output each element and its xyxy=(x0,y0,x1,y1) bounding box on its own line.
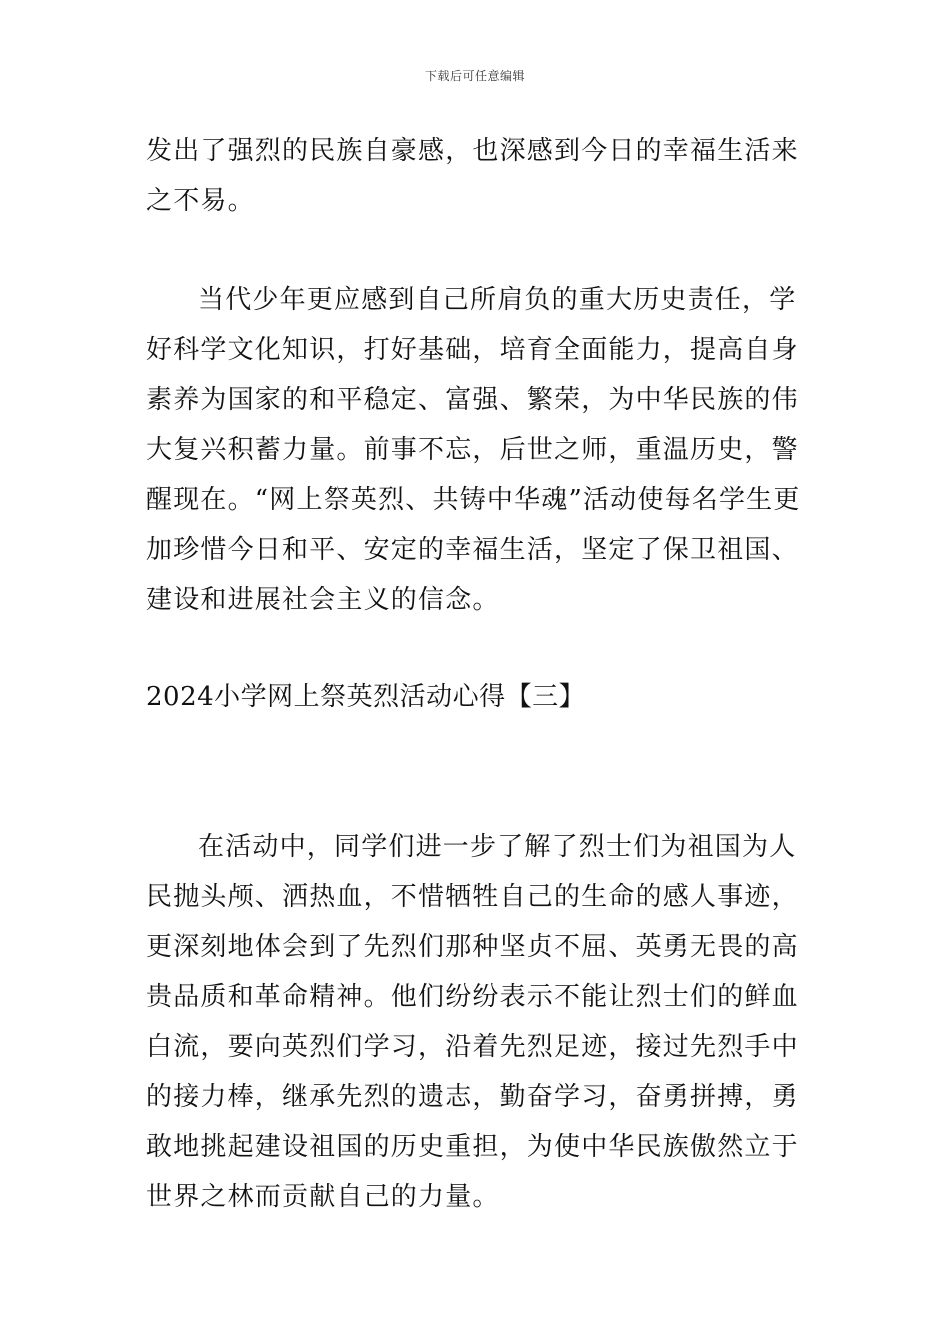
body-paragraph: 当代少年更应感到自己所肩负的重大历史责任，学好科学文化知识，打好基础，培育全面能力，提高自身素养为国家的和平稳定、富强、繁荣，为中华民族的伟大复兴积蓄力量。前事不忘，后世之师，重温历史，警醒现在。“网上祭英烈、共铸中华魂”活动使每名学生更加珍惜今日和平、安定的幸福生活，坚定了保卫祖国、建设和进展社会主义的信念。 xyxy=(146,285,801,615)
section-heading: 2024小学网上祭英烈活动心得【三】 xyxy=(146,682,586,712)
body-paragraph-continued: 发出了强烈的民族自豪感，也深感到今日的幸福生活来之不易。 xyxy=(146,136,799,216)
header-note: 下载后可任意编辑 xyxy=(424,69,525,83)
body-paragraph: 在活动中，同学们进一步了解了烈士们为祖国为人民抛头颅、洒热血，不惜牺牲自己的生命的感人事迹，更深刻地体会到了先烈们那种坚贞不屈、英勇无畏的高贵品质和革命精神。他们纷纷表示不能让烈士们的鲜血白流，要向英烈们学习，沿着先烈足迹，接过先烈手中的接力棒，继承先烈的遗志，勤奋学习，奋勇拼搏，勇敢地挑起建设祖国的历史重担，为使中华民族傲然立于世界之林而贡献自己的力量。 xyxy=(146,832,799,1212)
